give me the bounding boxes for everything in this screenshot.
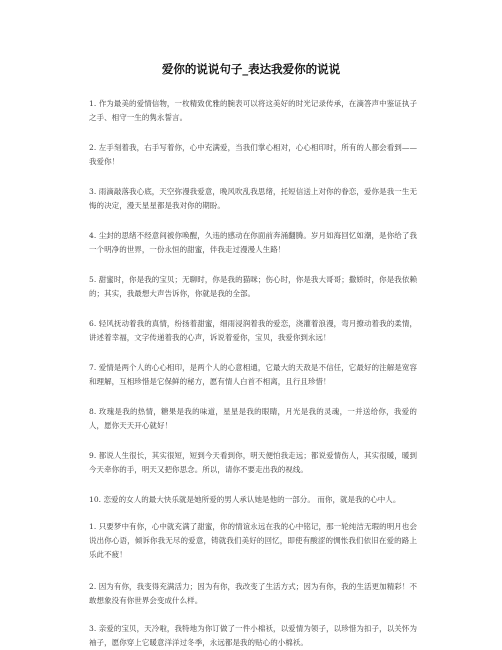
paragraph: 3. 亲爱的宝贝，天冷啦，我特地为你订做了一件小棉袄，以爱情为领子，以珍惜为扣子，以关怀为袖子，愿你穿上它暖意洋洋过冬季，永远都是我的贴心的小棉袄。 [89, 624, 417, 647]
paragraph: 1. 作为最美的爱情信物，一枚精致优雅的腕表可以将这美好的时光记录传承，在滴答声中鉴证执子之手、相守一生的隽永誓言。 [89, 99, 417, 122]
paragraph: 5. 甜蜜时，你是我的宝贝；无聊时，你是我的猫咪；伤心时，你是我大哥哥；撒娇时，你是我依赖的；其实，我最想大声告诉你，你就是我的全部。 [89, 275, 417, 298]
paragraph: 9. 都说人生很长，其实很短，短到今天看到你，明天便怕我走远；都说爱情伤人，其实很暖，暖到今天牵你的手，明天又把你思念。所以，请你不要走出我的视线。 [89, 451, 417, 474]
paragraph: 2. 左手刻着我，右手写着你，心中充满爱，当我们掌心相对，心心相印时，所有的人都会看到——我爱你！ [89, 143, 417, 166]
paragraph: 2. 因为有你，我变得充满活力；因为有你，我改变了生活方式；因为有你，我的生活更加精彩！不敢想象没有你世界会变成什么样。 [89, 582, 417, 605]
paragraph: 1. 只要梦中有你，心中就充满了甜蜜，你的情谊永远在我的心中铭记，那一轮纯洁无瑕的明月也会说出你心语，倾诉你我无尽的爱意，铸就我们美好的回忆，即使有酸涩的惆怅我们依旧在爱的路上乐此不疲！ [89, 522, 417, 559]
paragraph: 3. 雨滴敲落我心底，天空弥漫我爱意，晚风吹乱我思绪，托短信送上对你的眷恋，爱你是我一生无悔的决定，漫天星星都是我对你的期盼。 [89, 187, 417, 210]
paragraph: 10. 恋爱的女人的最大快乐就是她所爱的男人承认她是他的一部分。 而你，就是我的心中人。 [89, 495, 401, 504]
paragraph: 7. 爱情是两个人的心心相印，是两个人的心意相通，它最大的天敌是不信任，它最好的注解是宽容和理解，互相珍惜是它保鲜的秘方，愿有情人白首不相离，且行且珍惜！ [89, 363, 417, 386]
paragraph: 4. 尘封的思绪不经意间被你唤醒，久违的感动在你面前奔涌翻腾。岁月如海回忆如潮，是你给了我一个明净的世界，一份永恒的甜蜜，伴我走过漫漫人生路！ [89, 231, 417, 254]
page-title: 爱你的说说句子_表达我爱你的说说 [161, 62, 341, 76]
paragraph: 8. 玫瑰是我的热情，糖果是我的味道，星星是我的眼睛，月光是我的灵魂，一并送给你，我爱的人，愿你天天开心就好！ [89, 407, 417, 430]
paragraph: 6. 轻风抚动着我的真情，纷扬着甜蜜，细雨浸润着我的爱恋，浇灌着浪漫，弯月撩动着我的柔情，讲述着幸福，文字传递着我的心声，诉说着爱你，宝贝，我爱你到永远！ [89, 319, 417, 342]
